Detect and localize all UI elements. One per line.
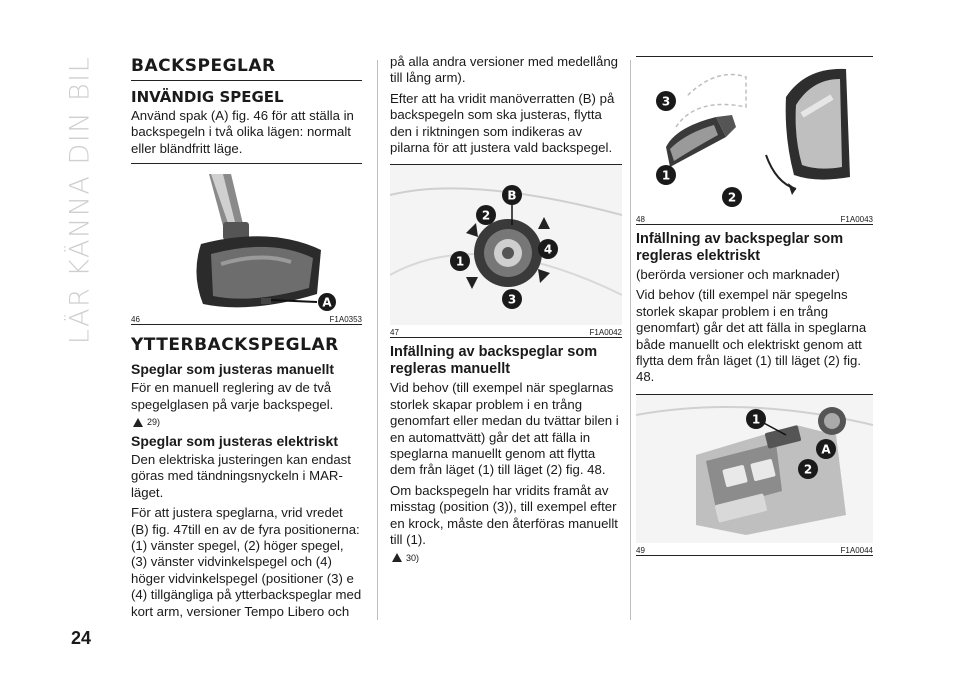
column-divider [630,60,631,620]
label-4: 4 [543,242,553,257]
subsection-title: INVÄNDIG SPEGEL [131,88,284,106]
paragraph: För en manuell reglering av de två spegelglasen på varje backspegel. [131,380,334,412]
figure-49 [636,394,873,556]
column-2 [390,54,622,567]
figure-47 [390,164,622,338]
paragraph: För att justera speglarna, vrid vredet (B) fig. 47till en av de fyra positionerna: (1) vänster spegel, (2) höger spegel, (3) vänster vidvinkelspegel och (4) höger vidvinkelspegel (positioner (3) e (4) tillgängliga på ytterbackspeglar med kort arm, versioner Tempo Libero och [131,505,362,619]
label-1: 1 [661,168,671,183]
paragraph: Den elektriska justeringen kan endast göras med tändningsnyckeln i MAR-läget. [131,452,351,500]
label-1: 1 [455,254,465,269]
paragraph: Vid behov (till exempel när speglarnas storlek skapar problem i en trång genomfart eller medan du tvättar bilen i en automattvätt) går det att fälla in speglarna manuellt genom att flytta dem från läget (1) till läget (2) fig. 48. [390,380,619,478]
figure-number: 48 [636,215,645,224]
label-3: 3 [507,292,517,307]
paragraph: (berörda versioner och marknader) [636,267,840,282]
figure-code: F1A0042 [589,328,622,338]
column-1 [131,50,362,624]
label-a: A [322,295,332,310]
warning-triangle-icon [133,418,143,427]
column-divider [377,60,378,620]
warning-reference: 29) [133,417,362,427]
label-2: 2 [727,190,737,205]
paragraph: Använd spak (A) fig. 46 för att ställa in backspegeln i två olika lägen: normalt eller bländfritt läge. [131,108,354,156]
figure-number: 46 [131,315,140,325]
figure-code: F1A0043 [840,215,873,224]
paragraph: Om backspegeln har vridits framåt av misstag (position (3)), till exempel efter en krock, måste den återföras manuellt till (1). [390,482,618,548]
figure-46 [131,163,362,325]
figure-48 [636,56,873,225]
paragraph: Efter att ha vridit manöverratten (B) på backspegeln som ska justeras, flytta den i riktningen som indikeras av pilarna för att justera vald backspegel. [390,90,615,156]
paragraph: Vid behov (till exempel när spegelns storlek skapar problem i en trång genomfart) går det att fälla in speglarna både manuellt och elektriskt genom att flytta dem från läget (1) till läget (2) fig. 48. [636,287,867,385]
subsection-title: Speglar som justeras manuellt [131,361,335,378]
section-side-tab: LÄR KÄNNA DIN BIL [64,55,96,345]
subsection-title: Speglar som justeras elektriskt [131,433,338,450]
label-2: 2 [803,462,813,477]
subsection-title: Infällning av backspeglar som regleras elektriskt [636,231,844,264]
column-3 [636,56,873,562]
label-a: A [821,442,831,457]
label-2: 2 [481,208,491,223]
section-title: BACKSPEGLAR [131,56,362,81]
subsection-title: Infällning av backspeglar som regleras manuellt [390,344,598,378]
page-number: 24 [71,628,92,648]
exterior-mirror-folding-illustration [636,57,873,212]
figure-number: 49 [636,545,645,555]
paragraph: på alla andra versioner med medellång till lång arm). [390,54,618,86]
figure-code: F1A0353 [329,315,362,325]
figure-code: F1A0044 [840,545,873,555]
mirror-control-knob-illustration [390,165,622,325]
warning-triangle-icon [392,553,402,562]
label-3: 3 [661,94,671,109]
label-b: B [507,188,517,203]
interior-mirror-illustration [131,164,362,312]
section-title: YTTERBACKSPEGLAR [131,335,339,356]
door-control-panel-illustration [636,395,873,543]
warning-reference: 30) [392,553,622,563]
figure-number: 47 [390,328,399,338]
label-1: 1 [751,412,761,427]
